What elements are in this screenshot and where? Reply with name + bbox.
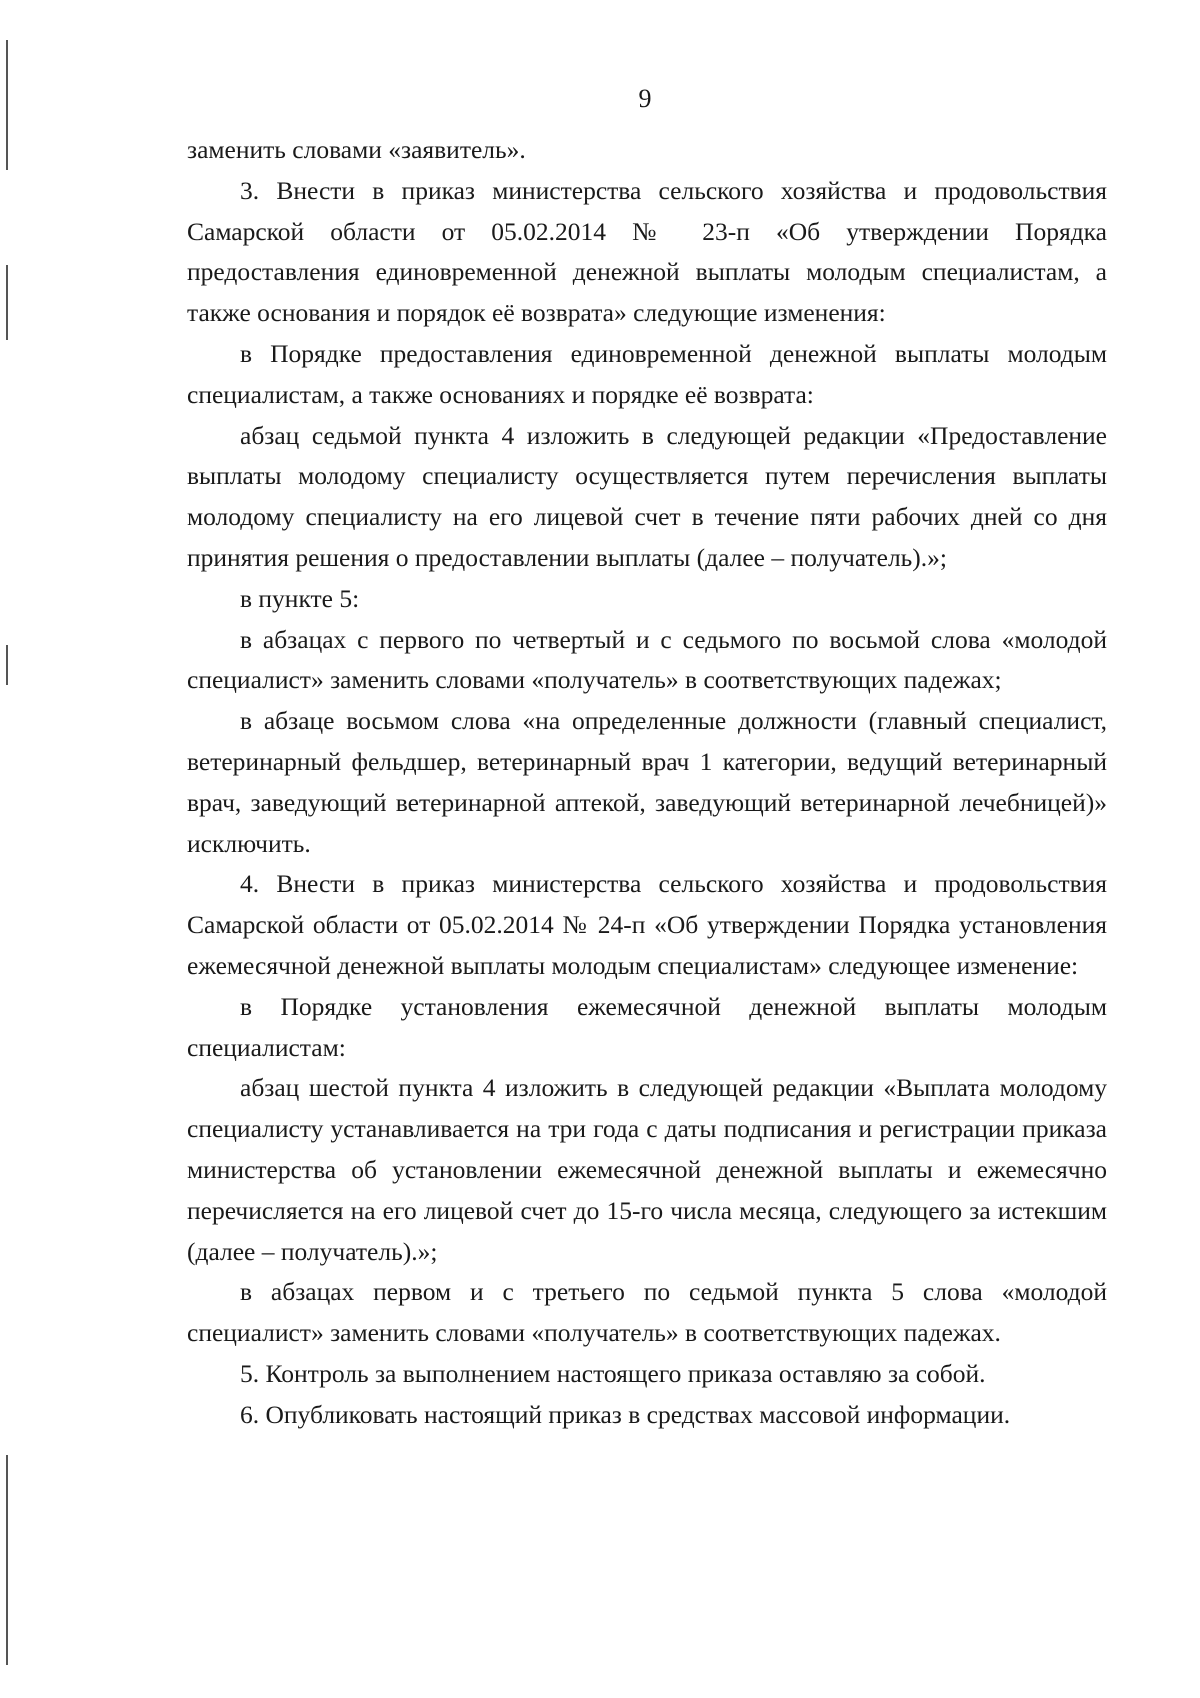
paragraph: 3. Внести в приказ министерства сельского хозяйства и продовольствия Самарской области от 05.02.2014 № 23-п «Об утверждении Порядка предоставления единовременной денежной выплаты молодым специалистам, а также основания и порядок её возврата» следующие изменения:	[187, 175, 1107, 328]
scan-edge-line	[6, 265, 8, 340]
paragraph: 4. Внести в приказ министерства сельского хозяйства и продовольствия Самарской области от 05.02.2014 № 24-п «Об утверждении Порядка установления ежемесячной денежной выплаты молодым специалистам» следующее изменение:	[187, 869, 1107, 980]
paragraph: абзац седьмой пункта 4 изложить в следующей редакции «Предоставление выплаты молодому специалисту осуществляется путем перечисления выплаты молодому специалисту на его лицевой счет в течение пяти рабочих дней со дня принятия решения о предоставлении выплаты (далее – получатель).»;	[187, 420, 1107, 572]
paragraph: в абзаце восьмом слова «на определенные должности (главный специалист, ветеринарный фельдшер, ветеринарный врач 1 категории, ведущий ветеринарный врач, заведующий ветеринарной аптекой, заведующий ветеринарной лечебницей)» исключить.	[187, 706, 1107, 858]
paragraph: в абзацах первом и с третьего по седьмой пункта 5 слова «молодой специалист» заменить словами «получатель» в соответствующих падежах.	[187, 1277, 1107, 1348]
paragraph: заменить словами «заявитель».	[187, 135, 526, 164]
scan-edge-line	[6, 1455, 8, 1665]
paragraph: 6. Опубликовать настоящий приказ в средствах массовой информации.	[240, 1399, 1011, 1429]
paragraph: в абзацах с первого по четвертый и с седьмого по восьмой слова «молодой специалист» заменить словами «получатель» в соответствующих падежах;	[187, 624, 1107, 695]
scan-edge-line	[6, 645, 8, 685]
paragraph: в Порядке предоставления единовременной денежной выплаты молодым специалистам, а также основаниях и порядке её возврата:	[187, 338, 1107, 409]
page-number: 9	[638, 84, 652, 113]
paragraph: в пункте 5:	[240, 583, 360, 613]
paragraph: в Порядке установления ежемесячной денежной выплаты молодым специалистам:	[187, 991, 1107, 1062]
document-body	[187, 130, 1107, 1436]
paragraph: 5. Контроль за выполнением настоящего приказа оставляю за собой.	[240, 1358, 986, 1388]
paragraph: абзац шестой пункта 4 изложить в следующей редакции «Выплата молодому специалисту устанавливается на три года с даты подписания и регистрации приказа министерства об установлении ежемесячной денежной выплаты и ежемесячно перечисляется на его лицевой счет до 15-го числа месяца, следующего за истекшим (далее – получатель).»;	[187, 1073, 1107, 1266]
